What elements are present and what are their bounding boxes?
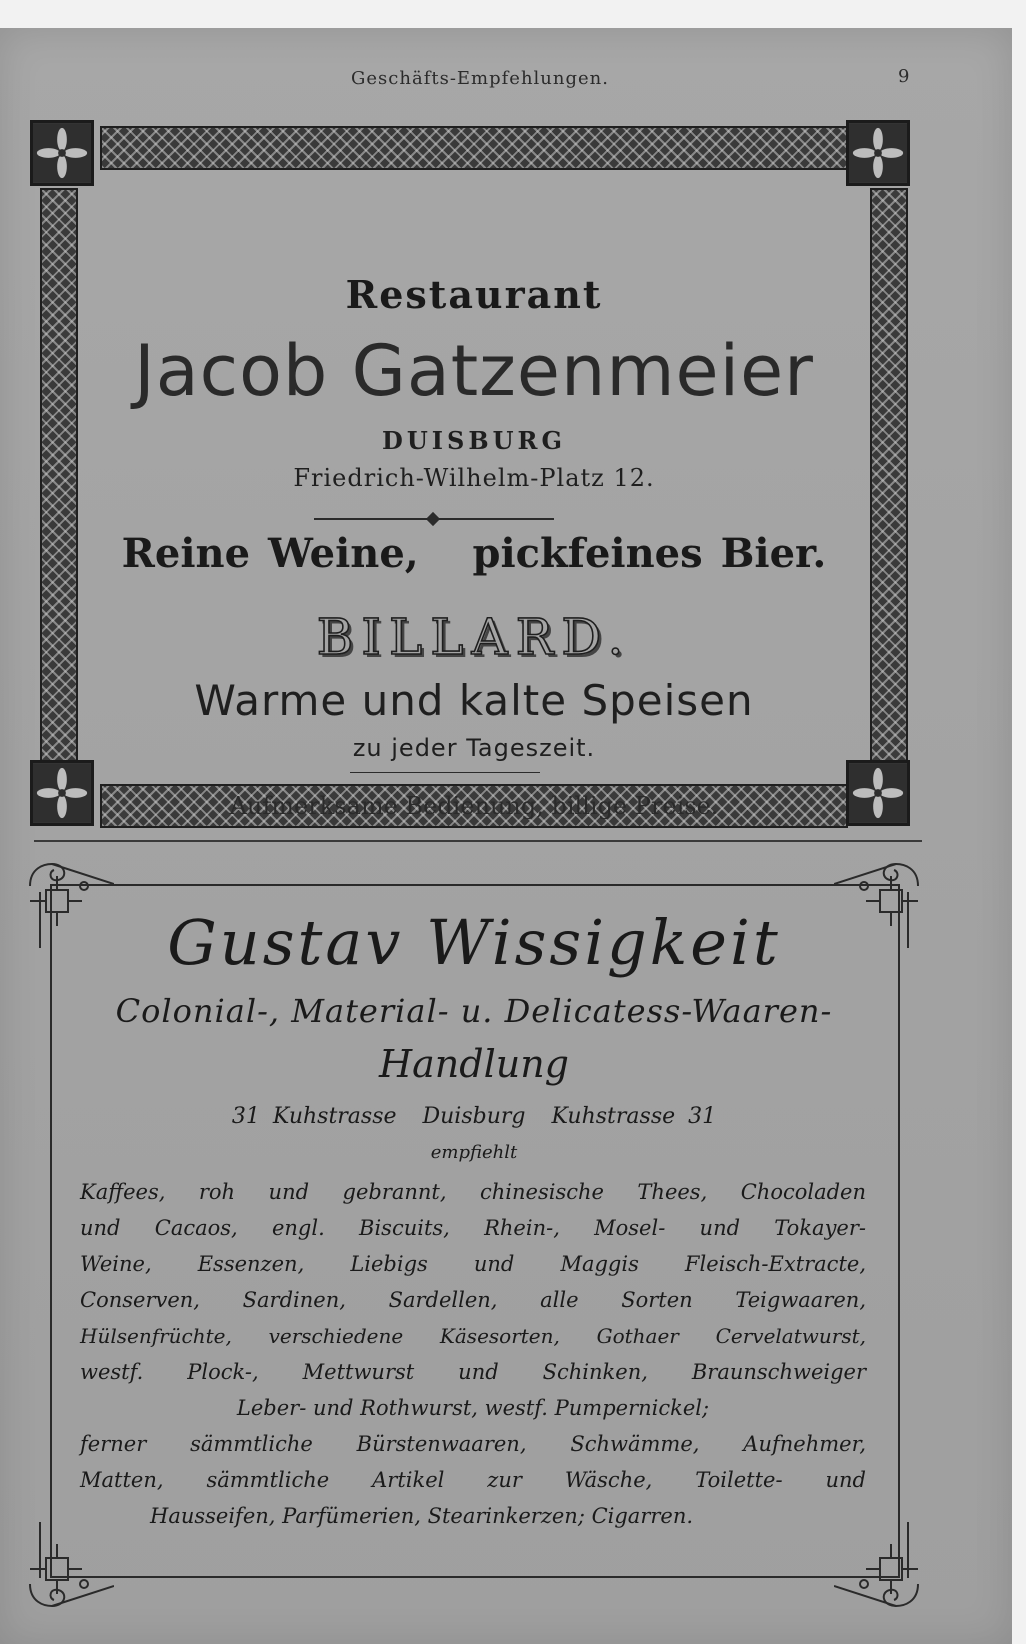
rule-diamond-icon: [426, 512, 440, 526]
product-line: Hülsenfrüchte, verschiedene Käsesorten, Gothaer Cervelatwurst,: [80, 1324, 866, 1348]
section-divider: [34, 840, 922, 842]
restaurant-city: DUISBURG: [382, 426, 566, 455]
product-line: westf. Plock-, Mettwurst und Schinken, Braunschweiger: [80, 1360, 866, 1384]
product-line: Matten, sämmtliche Artikel zur Wäsche, Toilette- und: [80, 1468, 866, 1492]
page-number: 9: [898, 66, 910, 87]
running-title: Geschäfts-Empfehlungen.: [351, 68, 609, 89]
merchant-name: Gustav Wissigkeit: [167, 906, 781, 979]
product-line: Hausseifen, Parfümerien, Stearinkerzen; Cigarren.: [150, 1504, 694, 1528]
merchant-address: 31 Kuhstrasse Duisburg Kuhstrasse 31: [231, 1104, 717, 1129]
separator-rule: [350, 772, 540, 773]
merchant-trade: Colonial-, Material- u. Delicatess-Waaren-: [115, 992, 833, 1030]
product-line: ferner sämmtliche Bürstenwaaren, Schwämme, Aufnehmer,: [80, 1432, 866, 1456]
product-line: Weine, Essenzen, Liebigs und Maggis Fleisch-Extracte,: [80, 1252, 866, 1276]
book-page: [0, 28, 1012, 1644]
merchant-advertisement: [30, 864, 918, 1604]
restaurant-slogan: Reine Weine, pickfeines Bier.: [121, 530, 827, 577]
scroll-corner-icon: [834, 1522, 926, 1614]
scroll-corner-icon: [22, 1522, 114, 1614]
product-line: Conserven, Sardinen, Sardellen, alle Sorten Teigwaaren,: [80, 1288, 866, 1312]
restaurant-food-time: zu jeder Tageszeit.: [352, 734, 596, 762]
product-line: Kaffees, roh und gebrannt, chinesische Thees, Chocoladen: [80, 1180, 866, 1204]
restaurant-feature: BILLARD.: [316, 608, 632, 666]
restaurant-owner-name: Jacob Gatzenmeier: [134, 330, 814, 412]
restaurant-label: Restaurant: [345, 272, 603, 317]
product-line: Leber- und Rothwurst, westf. Pumpernickel;: [236, 1396, 710, 1420]
merchant-product-list: [80, 1174, 866, 1534]
merchant-recommends: empfiehlt: [430, 1142, 518, 1163]
restaurant-advertisement: [30, 120, 918, 830]
merchant-trade-continued: Handlung: [378, 1042, 570, 1086]
restaurant-food: Warme und kalte Speisen: [194, 676, 754, 725]
product-line: und Cacaos, engl. Biscuits, Rhein-, Mosel- und Tokayer-: [80, 1216, 866, 1240]
restaurant-address: Friedrich-Wilhelm-Platz 12.: [293, 464, 655, 492]
restaurant-service: Aufmerksame Bedienung, billige Preise.: [229, 792, 719, 820]
